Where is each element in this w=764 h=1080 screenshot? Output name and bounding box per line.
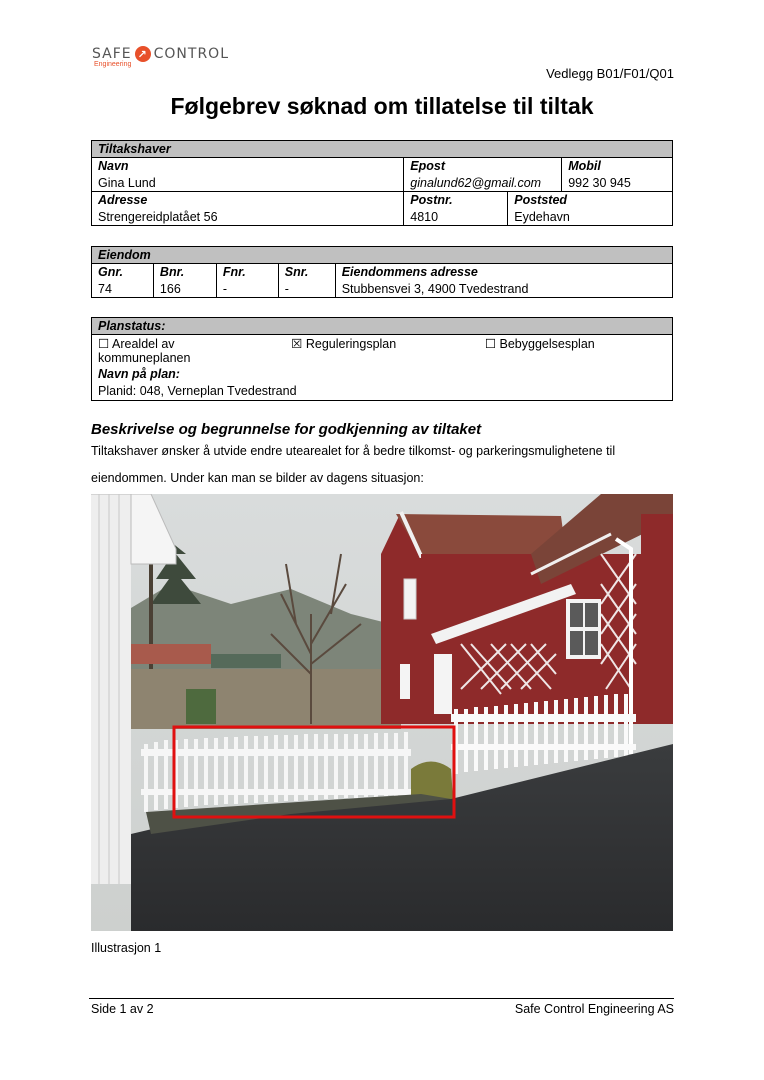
description-text-line1: Tiltakshaver ønsker å utvide endre utearealet for å bedre tilkomst- og parkeringsmulighetene til <box>91 444 616 458</box>
option-reguleringsplan-label: Reguleringsplan <box>305 337 397 351</box>
arrow-up-right-icon: ↗ <box>135 46 151 62</box>
gnr-value: 74 <box>92 281 154 298</box>
epost-value: ginalund62@gmail.com <box>404 175 562 192</box>
option-arealdel-label-cont: kommuneplanen <box>98 351 191 365</box>
poststed-label: Poststed <box>508 192 673 209</box>
bnr-value: 166 <box>153 281 216 298</box>
option-reguleringsplan <box>285 335 479 367</box>
eiendom-adresse-label: Eiendommens adresse <box>335 264 672 281</box>
navn-label: Navn <box>92 158 404 175</box>
gnr-label: Gnr. <box>92 264 154 281</box>
checkbox-unchecked-icon: ☐ <box>98 337 110 351</box>
checkbox-unchecked-icon: ☐ <box>484 337 497 351</box>
planstatus-header: Planstatus: <box>92 318 673 335</box>
eiendom-header: Eiendom <box>92 247 673 264</box>
page-title: Følgebrev søknad om tillatelse til tiltak <box>170 93 594 119</box>
adresse-label: Adresse <box>92 192 404 209</box>
snr-value: - <box>278 281 335 298</box>
plan-name-label: Navn på plan: <box>92 366 673 383</box>
site-photo <box>91 494 673 931</box>
fnr-label: Fnr. <box>216 264 278 281</box>
site-photo-drawing <box>91 494 673 931</box>
document-reference: Vedlegg B01/F01/Q01 <box>546 66 674 81</box>
poststed-value: Eydehavn <box>508 209 673 226</box>
logo-text-right: CONTROL <box>153 46 229 62</box>
footer-company: Safe Control Engineering AS <box>514 1002 674 1016</box>
company-logo <box>92 46 229 68</box>
fnr-value: - <box>216 281 278 298</box>
footer-divider <box>89 998 674 999</box>
planstatus-table <box>91 317 673 401</box>
snr-label: Snr. <box>278 264 335 281</box>
eiendom-adresse-value: Stubbensvei 3, 4900 Tvedestrand <box>335 281 672 298</box>
option-bebyggelsesplan-label: Bebyggelsesplan <box>499 337 595 351</box>
postnr-label: Postnr. <box>404 192 508 209</box>
checkbox-checked-icon: ☒ <box>291 337 303 351</box>
plan-name-value: Planid: 048, Verneplan Tvedestrand <box>92 383 673 400</box>
option-arealdel-label: Arealdel av <box>112 337 175 351</box>
adresse-value: Strengereidplatået 56 <box>92 209 404 226</box>
epost-label: Epost <box>404 158 562 175</box>
tiltakshaver-table <box>91 140 673 226</box>
eiendom-table <box>91 246 673 298</box>
mobil-value: 992 30 945 <box>562 175 673 192</box>
description-heading: Beskrivelse og begrunnelse for godkjenning av tiltaket <box>91 421 482 438</box>
illustration-caption: Illustrasjon 1 <box>91 941 162 955</box>
navn-value: Gina Lund <box>92 175 404 192</box>
postnr-value: 4810 <box>404 209 508 226</box>
option-bebyggelsesplan <box>479 335 673 367</box>
option-arealdel <box>92 335 286 367</box>
page-number: Side 1 av 2 <box>91 1002 154 1016</box>
mobil-label: Mobil <box>562 158 673 175</box>
tiltakshaver-header: Tiltakshaver <box>92 141 673 158</box>
logo-subtitle: Engineering <box>94 61 132 68</box>
logo-text-left: SAFE <box>92 46 132 62</box>
bnr-label: Bnr. <box>153 264 216 281</box>
description-text-line2: eiendommen. Under kan man se bilder av dagens situasjon: <box>91 471 424 485</box>
